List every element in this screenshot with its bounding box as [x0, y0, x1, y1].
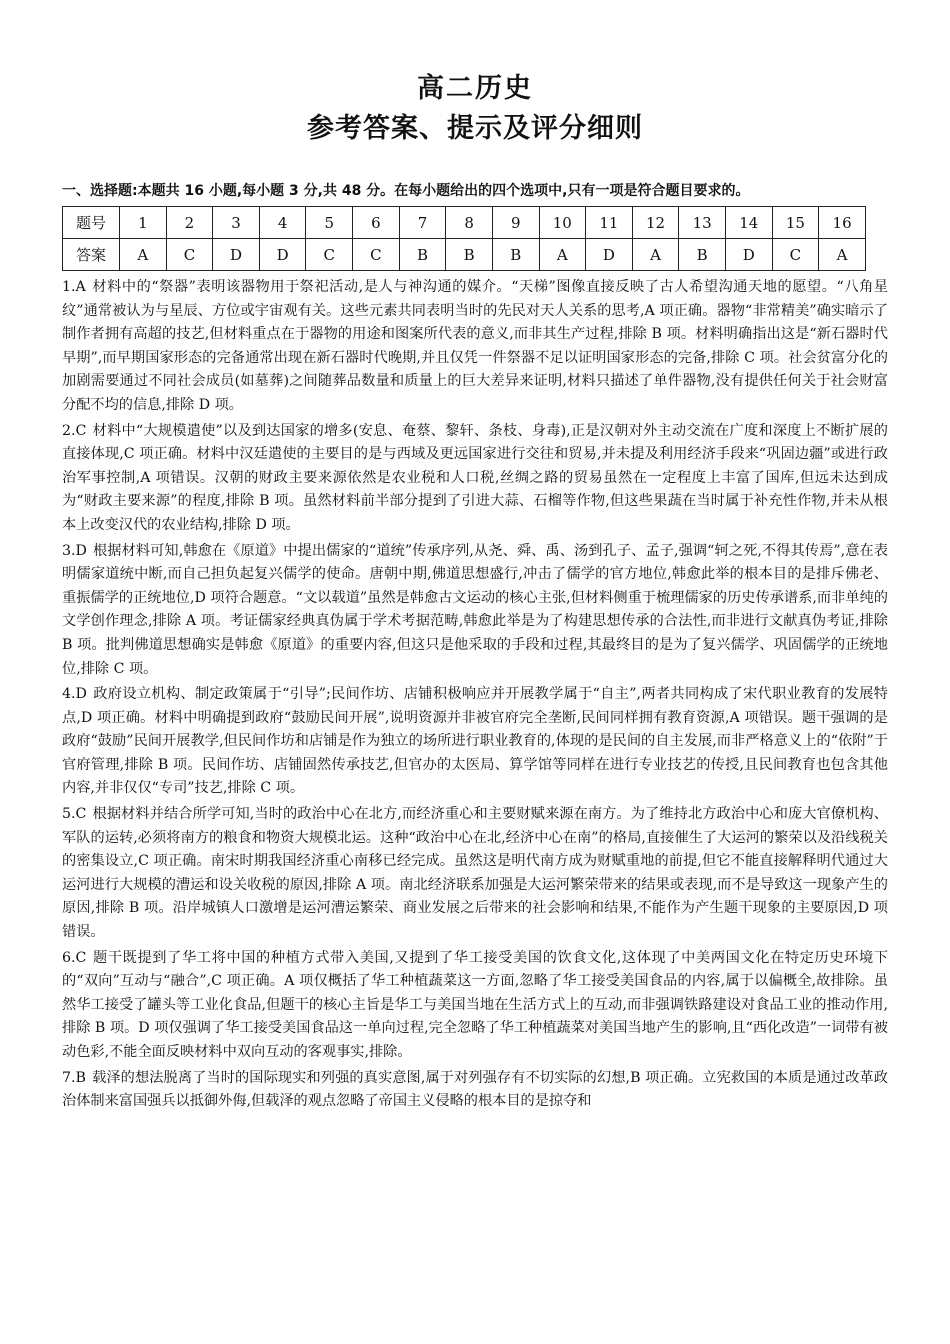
- question-number: 5: [306, 207, 353, 239]
- explanation-item: [62, 683, 888, 801]
- question-number: 4: [259, 207, 306, 239]
- answer-cell: B: [679, 239, 726, 271]
- question-number: 2: [166, 207, 213, 239]
- question-number: 8: [446, 207, 493, 239]
- explanation-label: 5.C: [62, 806, 87, 823]
- explanation-label: 4.D: [62, 686, 87, 703]
- explanation-label: 3.D: [62, 542, 87, 559]
- question-number: 14: [725, 207, 772, 239]
- explanation-item: [62, 420, 888, 538]
- explanation-text: 根据材料可知,韩愈在《原道》中提出儒家的“道统”传承序列,从尧、舜、禹、汤到孔子、孟子,强调“轲之死,不得其传焉”,意在表明儒家道统中断,而自己担负起复兴儒学的使命。唐朝中期,佛道思想盛行,冲击了儒学的官方地位,韩愈此举的根本目的是排斥佛老、重振儒学的正统地位,D 项符合题意。“文以载道”虽然是韩愈古文运动的核心主张,但材料侧重于梳理儒家的历史传承谱系,而非单纯的文学创作理念,排除 A 项。考证儒家经典真伪属于学术考据范畴,韩愈此举是为了构建思想传承的合法性,而非进行文献真伪考证,排除 B 项。批判佛道思想确实是韩愈《原道》的重要内容,但这只是他采取的手段和过程,其最终目的是为了复兴儒学、巩固儒学的正统地位,排除 C 项。: [62, 542, 888, 677]
- answer-row: [63, 239, 866, 271]
- answer-cell: A: [120, 239, 167, 271]
- question-number: 6: [353, 207, 400, 239]
- answer-cell: B: [399, 239, 446, 271]
- row-label-number: 题号: [63, 207, 120, 239]
- answer-table: [62, 206, 866, 271]
- answer-cell: A: [632, 239, 679, 271]
- explanation-label: 7.B: [62, 1069, 86, 1086]
- answer-cell: D: [259, 239, 306, 271]
- answer-cell: D: [213, 239, 260, 271]
- answer-cell: D: [725, 239, 772, 271]
- explanation-label: 2.C: [62, 422, 87, 439]
- answer-cell: A: [539, 239, 586, 271]
- explanation-label: 6.C: [62, 949, 87, 966]
- answer-cell: C: [353, 239, 400, 271]
- question-number: 7: [399, 207, 446, 239]
- question-number-row: [63, 207, 866, 239]
- question-number: 9: [492, 207, 539, 239]
- explanation-item: [62, 803, 888, 945]
- row-label-answer: 答案: [63, 239, 120, 271]
- page-title: 高二历史: [417, 73, 533, 104]
- explanation-label: 1.A: [62, 279, 86, 295]
- explanation-text: 载泽的想法脱离了当时的国际现实和列强的真实意图,属于对列强存有不切实际的幻想,B 项正确。立宪救国的本质是通过改革政治体制来富国强兵以抵御外侮,但载泽的观点忽略了帝国主义侵略的根本目的是掠夺和: [62, 1069, 888, 1110]
- explanation-text: 题干既提到了华工将中国的种植方式带入美国,又提到了华工接受美国的饮食文化,这体现了中美两国文化在特定历史环境下的“双向”互动与“融合”,C 项正确。A 项仅概括了华工种植蔬菜这一方面,忽略了华工接受美国食品的内容,属于以偏概全,故排除。虽然华工接受了罐头等工业化食品,但题干的核心主旨是华工与美国当地在生活方式上的互动,而非强调铁路建设对食品工业的推动作用,排除 B 项。D 项仅强调了华工接受美国食品这一单向过程,完全忽略了华工种植蔬菜对美国当地产生的影响,且“西化改造”一词带有被动色彩,不能全面反映材料中双向互动的客观事实,排除。: [62, 949, 888, 1060]
- explanation-item: [62, 276, 888, 418]
- answer-cell: D: [586, 239, 633, 271]
- question-number: 15: [772, 207, 819, 239]
- explanation-item: [62, 1067, 888, 1114]
- answer-cell: A: [819, 239, 866, 271]
- question-number: 16: [819, 207, 866, 239]
- question-number: 12: [632, 207, 679, 239]
- explanation-text: 材料中的“祭器”表明该器物用于祭祀活动,是人与神沟通的媒介。“天梯”图像直接反映了古人希望沟通天地的愿望。“八角星纹”通常被认为与星辰、方位或宇宙观有关。这些元素共同表明当时的先民对天人关系的思考,A 项正确。器物“非常精美”确实暗示了制作者拥有高超的技艺,但材料重点在于器物的用途和图案所代表的意义,而非其生产过程,排除 B 项。材料明确指出这是“新石器时代早期”,而早期国家形态的完备通常出现在新石器时代晚期,并且仅凭一件祭器不足以证明国家形态的完备,排除 C 项。社会贫富分化的加剧需要通过不同社会成员(如墓葬)之间随葬品数量和质量上的巨大差异来证明,材料只描述了单件器物,没有提供任何关于社会财富分配不均的信息,排除 D 项。: [62, 279, 888, 413]
- answer-cell: C: [166, 239, 213, 271]
- question-number: 1: [120, 207, 167, 239]
- question-number: 3: [213, 207, 260, 239]
- question-number: 11: [586, 207, 633, 239]
- answer-cell: B: [492, 239, 539, 271]
- explanation-item: [62, 947, 888, 1065]
- page-subtitle: 参考答案、提示及评分细则: [307, 113, 643, 144]
- question-number: 13: [679, 207, 726, 239]
- answer-cell: C: [306, 239, 353, 271]
- answer-cell: C: [772, 239, 819, 271]
- section-heading: 一、选择题:本题共 16 小题,每小题 3 分,共 48 分。在每小题给出的四个选项中,只有一项是符合题目要求的。: [62, 183, 750, 199]
- explanations: [62, 276, 888, 1116]
- explanation-text: 政府设立机构、制定政策属于“引导”;民间作坊、店铺积极响应并开展教学属于“自主”,两者共同构成了宋代职业教育的发展特点,D 项正确。材料中明确提到政府“鼓励民间开展”,说明资源并非被官府完全垄断,民间同样拥有教育资源,A 项错误。题干强调的是政府“鼓励”民间开展教学,但民间作坊和店铺是作为独立的场所进行职业教育的,体现的是民间的自主发展,而非严格意义上的“依附”于官府管理,排除 B 项。民间作坊、店铺固然传承技艺,但官办的太医局、算学馆等同样在进行专业技艺的传授,且民间教育也包含其他内容,并非仅仅“专司”技艺,排除 C 项。: [62, 686, 888, 797]
- explanation-item: [62, 540, 888, 682]
- explanation-text: 材料中“大规模遣使”以及到达国家的增多(安息、奄蔡、黎轩、条枝、身毒),正是汉朝对外主动交流在广度和深度上不断扩展的直接体现,C 项正确。材料中汉廷遣使的主要目的是与西域及更远国家进行交往和贸易,并未提及利用经济手段来“巩固边疆”或进行政治军事控制,A 项错误。汉朝的财政主要来源依然是农业税和人口税,丝绸之路的贸易虽然在一定程度上丰富了国库,但远未达到成为“财政主要来源”的程度,排除 B 项。虽然材料前半部分提到了引进大蒜、石榴等作物,但这些果蔬在当时属于补充性作物,并未从根本上改变汉代的农业结构,排除 D 项。: [62, 422, 888, 533]
- explanation-text: 根据材料并结合所学可知,当时的政治中心在北方,而经济重心和主要财赋来源在南方。为了维持北方政治中心和庞大官僚机构、军队的运转,必须将南方的粮食和物资大规模北运。这种“政治中心在北,经济中心在南”的格局,直接催生了大运河的繁荣以及沿线税关的密集设立,C 项正确。南宋时期我国经济重心南移已经完成。虽然这是明代南方成为财赋重地的前提,但它不能直接解释明代通过大运河进行大规模的漕运和设关收税的原因,排除 A 项。南北经济联系加强是大运河繁荣带来的结果或表现,而不是导致这一现象产生的原因,排除 B 项。沿岸城镇人口激增是运河漕运繁荣、商业发展之后带来的社会影响和结果,不能作为产生题干现象的主要原因,D 项错误。: [62, 806, 888, 941]
- question-number: 10: [539, 207, 586, 239]
- answer-cell: B: [446, 239, 493, 271]
